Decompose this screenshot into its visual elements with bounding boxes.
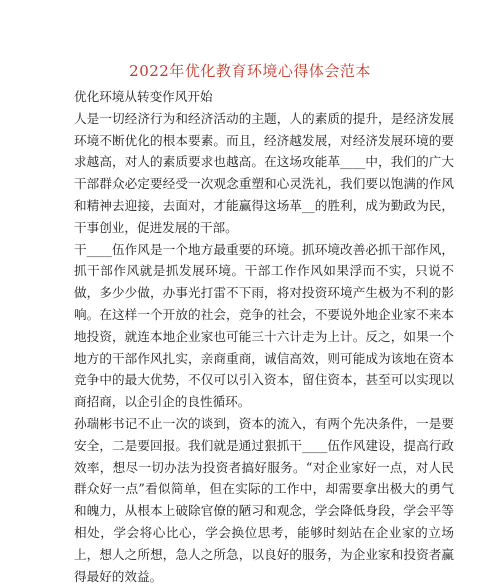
paragraph-1: 人是一切经济行为和经济活动的主题，人的素质的提升，是经济发展环境不断优化的根本要素。而且，经济越发展，对经济发展环境的要求越高，对人的素质要求也越高。在这场攻能革____中，我们的广大干部群众必定要经受一次观念重塑和心灵洗礼，我们要以饱满的作风和精神去迎接，去面对，才能赢得这场革__的胜利，成为勤政为民，干事创业，促进发展的干部。 (74, 110, 454, 235)
document-subtitle: 优化环境从转变作风开始 (74, 89, 213, 104)
paragraph-2: 干____伍作风是一个地方最重要的环境。抓环境改善必抓干部作风，抓干部作风就是抓发展环境。干部工作作风如果浮而不实，只说不做，多少少做，办事光打雷不下雨，将对投资环境产生极为不利的影响。在这样一个开放的社会，竞争的社会，不要说外地企业家不来本地投资，就连本地企业家也可能三十六计走为上计。反之，如果一个地方的干部作风扎实，亲商重商，诚信高效，则可能成为该地在资本竞争中的最大优势，不仅可以引入资本，留住资本，甚至可以实现以商招商，以企引企的良性循环。 (74, 241, 454, 410)
document-title: 2022年优化教育环境心得体会范本 (129, 62, 371, 80)
document-body (74, 86, 454, 587)
paragraph-3: 孙瑞彬书记不止一次的谈到，资本的流入，有两个先决条件，一是要安全，二是要回报。我们就是通过狠抓干____伍作风建设，提高行政效率，想尽一切办法为投资者搞好服务。“对企业家好一点，对人民群众好一点”看似简单，但在实际的工作中，却需要拿出极大的勇气和魄力，从根本上破除官僚的陋习和观念，学会降低身段，学会平等相处，学会将心比心，学会换位思考，能够时刻站在企业家的立场上，想人之所想，急人之所急，以良好的服务，为企业家和投资者赢得最好的效益。 (74, 415, 454, 584)
